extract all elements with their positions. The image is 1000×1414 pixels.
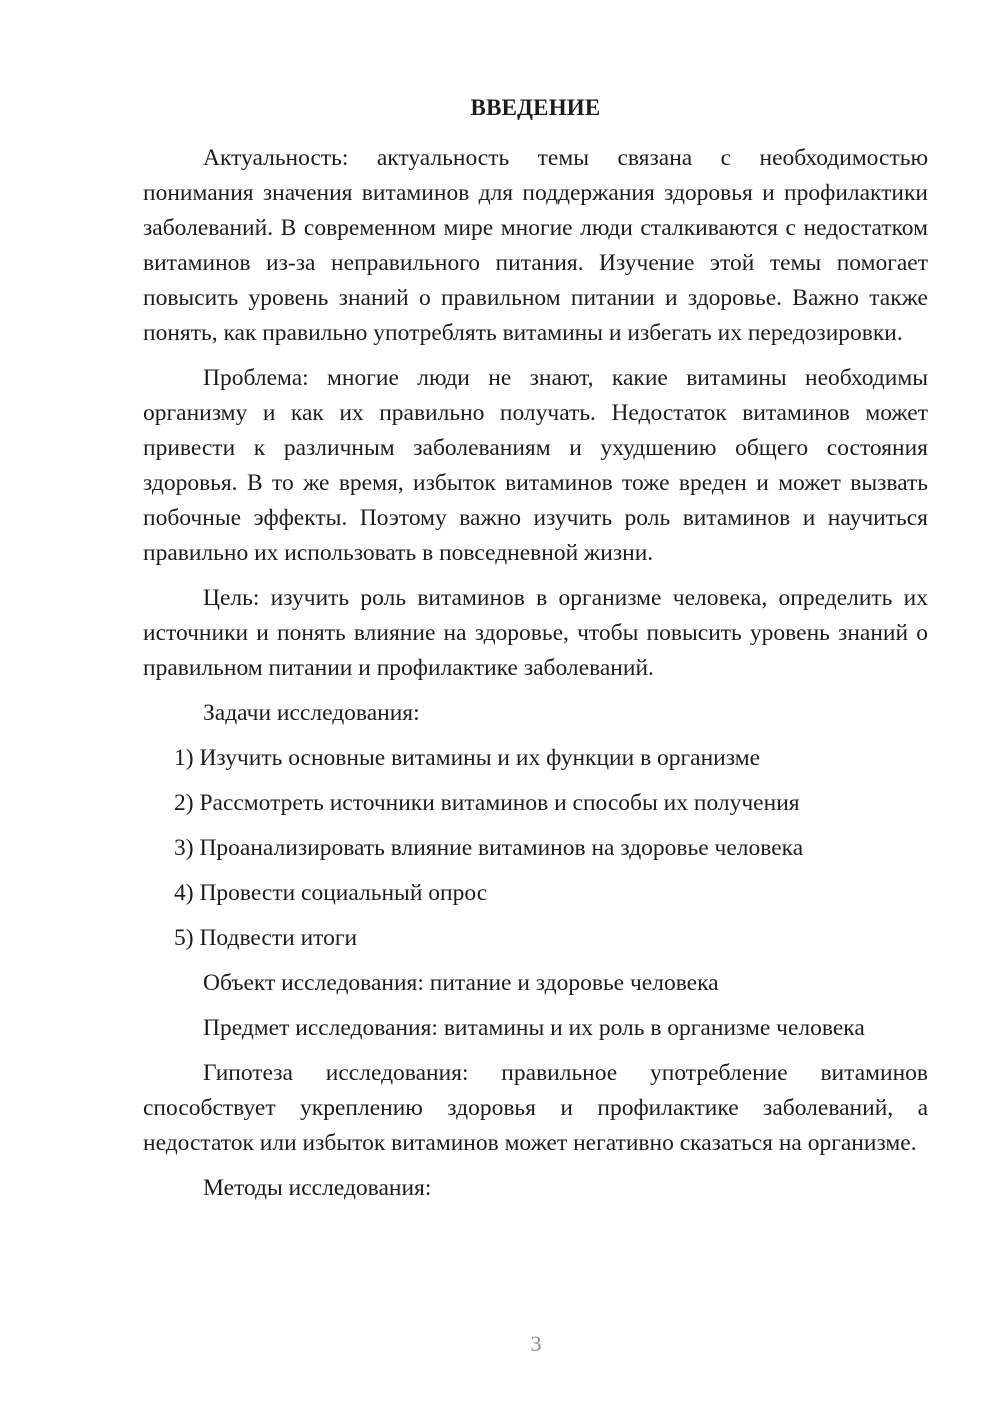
- methods-heading: Методы исследования:: [203, 1175, 432, 1201]
- research-subject: Предмет исследования: витамины и их роль в организме человека: [203, 1015, 865, 1041]
- research-object: Объект исследования: питание и здоровье человека: [203, 970, 719, 996]
- task-item: 4) Провести социальный опрос: [174, 880, 488, 906]
- task-item: 1) Изучить основные витамины и их функции в организме: [174, 745, 761, 771]
- hypothesis-paragraph: Гипотеза исследования: правильное употребление витаминов способствует укреплению здоровья и профилактике заболеваний, а недостаток или избыток витаминов может негативно сказаться на организме.: [143, 1060, 928, 1156]
- problem-paragraph: Проблема: многие люди не знают, какие витамины необходимы организму и как их правильно получать. Недостаток витаминов может привести к различным заболеваниям и ухудшению общего состояния здоровья. В то же время, избыток витаминов тоже вреден и может вызвать побочные эффекты. Поэтому важно изучить роль витаминов и научиться правильно их использовать в повседневной жизни.: [143, 365, 928, 566]
- page-title: ВВЕДЕНИЕ: [470, 95, 601, 120]
- tasks-heading: Задачи исследования:: [203, 700, 420, 726]
- task-item: 2) Рассмотреть источники витаминов и способы их получения: [174, 790, 800, 816]
- relevance-paragraph: Актуальность: актуальность темы связана с необходимостью понимания значения витаминов для поддержания здоровья и профилактики заболеваний. В современном мире многие люди сталкиваются с недостатком витаминов из-за неправильного питания. Изучение этой темы помогает повысить уровень знаний о правильном питании и здоровье. Важно также понять, как правильно употреблять витамины и избегать их передозировки.: [143, 145, 928, 346]
- task-item: 5) Подвести итоги: [174, 925, 358, 951]
- page-number: 3: [530, 1331, 542, 1356]
- page-content: [143, 88, 928, 1216]
- goal-paragraph: Цель: изучить роль витаминов в организме человека, определить их источники и понять влияние на здоровье, чтобы повысить уровень знаний о правильном питании и профилактике заболеваний.: [143, 585, 928, 681]
- task-item: 3) Проанализировать влияние витаминов на здоровье человека: [174, 835, 804, 861]
